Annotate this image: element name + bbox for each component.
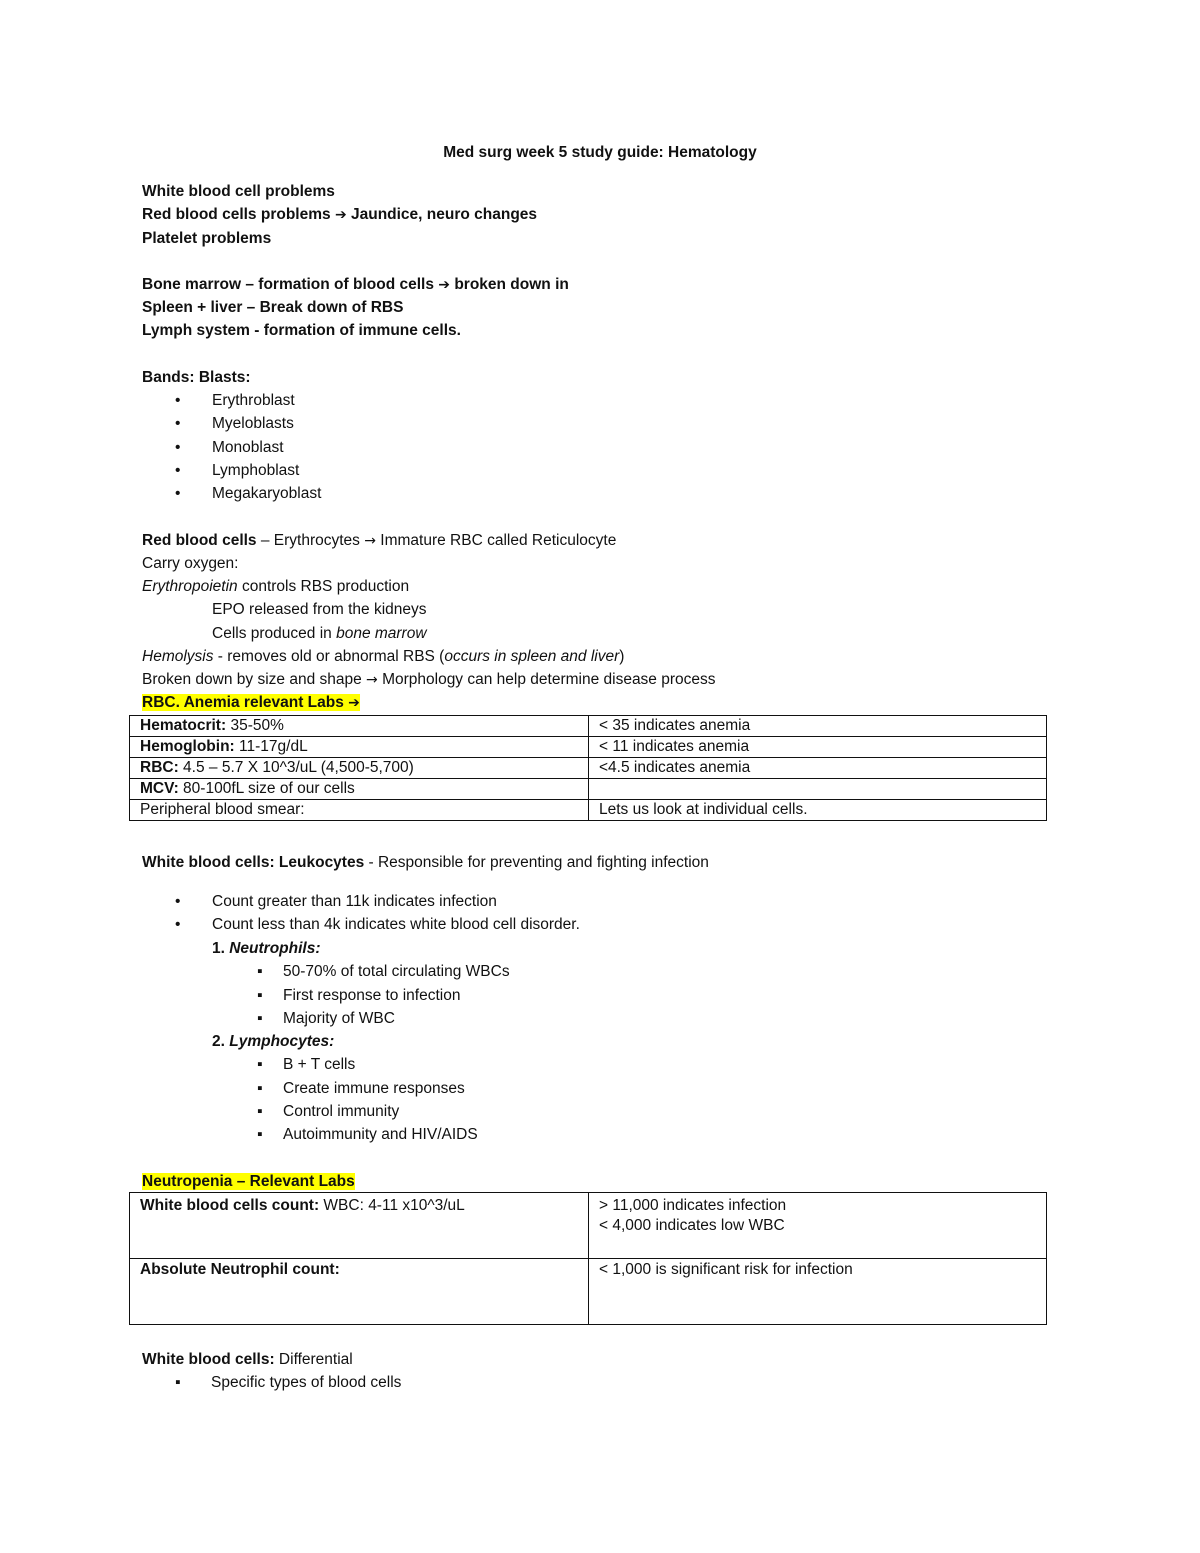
neutropenia-heading: Neutropenia – Relevant Labs	[142, 1173, 355, 1190]
bullet-icon: •	[175, 893, 181, 910]
bone-marrow-line: Bone marrow – formation of blood cells ➔ broken down in	[142, 276, 569, 293]
bullet-icon: •	[175, 392, 181, 409]
bullet-icon: ▪	[257, 1103, 263, 1120]
rbc-labs-heading: RBC. Anemia relevant Labs ➔	[142, 694, 360, 711]
rbc-problems: Red blood cells problems ➔ Jaundice, neuro changes	[142, 206, 538, 223]
arrow-right-icon: ➔	[348, 695, 360, 711]
table-row: Peripheral blood smear: Lets us look at individual cells.	[130, 800, 1047, 821]
bullet-icon: ▪	[257, 987, 263, 1004]
bullet-icon: ▪	[257, 963, 263, 980]
bullet-icon: •	[175, 916, 181, 933]
epo-line: Erythropoietin controls RBS production	[142, 578, 410, 595]
table-row: RBC: 4.5 – 5.7 X 10^3/uL (4,500-5,700) <4.5 indicates anemia	[130, 758, 1047, 779]
lymphocytes-heading: 2. Lymphocytes:	[212, 1033, 335, 1050]
neutropenia-labs-table	[129, 1192, 1047, 1325]
bullet-icon: •	[175, 415, 181, 432]
bullet-icon: •	[175, 439, 181, 456]
spleen-line: Spleen + liver – Break down of RBS	[142, 299, 404, 316]
bullet-icon: ▪	[257, 1126, 263, 1143]
bullet-icon: ▪	[257, 1056, 263, 1073]
document-page: Med surg week 5 study guide: Hematology White blood cell problems Red blood cells problems ➔ Jaundice, neuro changes Platelet problems Bone marrow – formation of blood cells ➔ broken down in Spleen + liver – Break down of RBS Lymph system - formation of immune cells. Bands: Blasts: • Erythroblast • Myeloblasts • Monoblast • Lymphoblast • Megakaryoblast Red blood cells – Erythrocytes → Immature RBC called Reticulocyte Carry oxygen: Erythropoietin controls RBS production EPO released from the kidneys Cells produced in bone marrow Hemolysis - removes old or abnormal RBS (occurs in spleen and liver) Broken down by size and shape → Morphology can help determine disease process RBC. Anemia relevant Labs ➔ Hematocrit: 35-50% < 35 indicates anemia Hemoglobin: 11-17g/dL < 11 indicates anemia RBC: 4.5 – 5.7 X 10^3/uL (4,500-5,700) <4.5 indicates anemia MCV: 80-100fL size of our cells Peripheral blood smear: Lets us look at individual cells. White blood cells: Leukocytes - Responsible for preventing and fighting infection • Count greater than 11k indicates infection • Count less than 4k indicates white blood cell disorder. 1. Neutrophils: ▪ 50-70% of total circulating WBCs ▪ First response to infection ▪ Majority of WBC 2. Lymphocytes: ▪ B + T cells ▪ Create immune responses ▪ Control immunity ▪ Autoimmunity and HIV/AIDS Neutropenia – Relevant Labs White blood cells count: WBC: 4-11 x10^3/uL > 11,000 indicates infection < 4,000 indicates low WBC Absolute Neutrophil count: < 1,000 is significant risk for infection White blood cells: Differential ▪ Specific types of blood cells	[0, 0, 1200, 1553]
bullet-icon: ▪	[175, 1374, 181, 1391]
bullet-icon: ▪	[257, 1080, 263, 1097]
wbc-problems: White blood cell problems	[142, 183, 335, 200]
platelet-problems: Platelet problems	[142, 230, 272, 247]
blasts-heading: Bands: Blasts:	[142, 369, 251, 386]
cells-produced: Cells produced in bone marrow	[212, 625, 427, 642]
neutrophils-heading: 1. Neutrophils:	[212, 940, 321, 957]
wbc-heading: White blood cells: Leukocytes - Responsible for preventing and fighting infection	[142, 854, 709, 871]
rbc-heading: Red blood cells – Erythrocytes → Immature RBC called Reticulocyte	[142, 532, 617, 549]
bullet-icon: ▪	[257, 1010, 263, 1027]
table-row: Absolute Neutrophil count: < 1,000 is significant risk for infection	[130, 1259, 1047, 1325]
hemolysis-line: Hemolysis - removes old or abnormal RBS (occurs in spleen and liver)	[142, 648, 625, 665]
arrow-right-icon: ➔	[438, 277, 450, 293]
rbc-labs-table	[129, 715, 1047, 821]
broken-down-line: Broken down by size and shape → Morphology can help determine disease process	[142, 671, 716, 688]
epo-released: EPO released from the kidneys	[212, 601, 427, 618]
arrow-right-icon: ➔	[334, 207, 347, 223]
carry-oxygen: Carry oxygen:	[142, 555, 239, 572]
table-row: White blood cells count: WBC: 4-11 x10^3/uL > 11,000 indicates infection < 4,000 indicates low WBC	[130, 1193, 1047, 1259]
arrow-right-icon: →	[364, 533, 376, 549]
differential-heading: White blood cells: Differential	[142, 1351, 353, 1368]
table-row: MCV: 80-100fL size of our cells	[130, 779, 1047, 800]
arrow-right-icon: →	[366, 672, 378, 688]
lymph-line: Lymph system - formation of immune cells.	[142, 322, 461, 339]
page-title: Med surg week 5 study guide: Hematology	[443, 144, 757, 161]
table-row: Hemoglobin: 11-17g/dL < 11 indicates anemia	[130, 737, 1047, 758]
bullet-icon: •	[175, 485, 181, 502]
table-row: Hematocrit: 35-50% < 35 indicates anemia	[130, 716, 1047, 737]
bullet-icon: •	[175, 462, 181, 479]
